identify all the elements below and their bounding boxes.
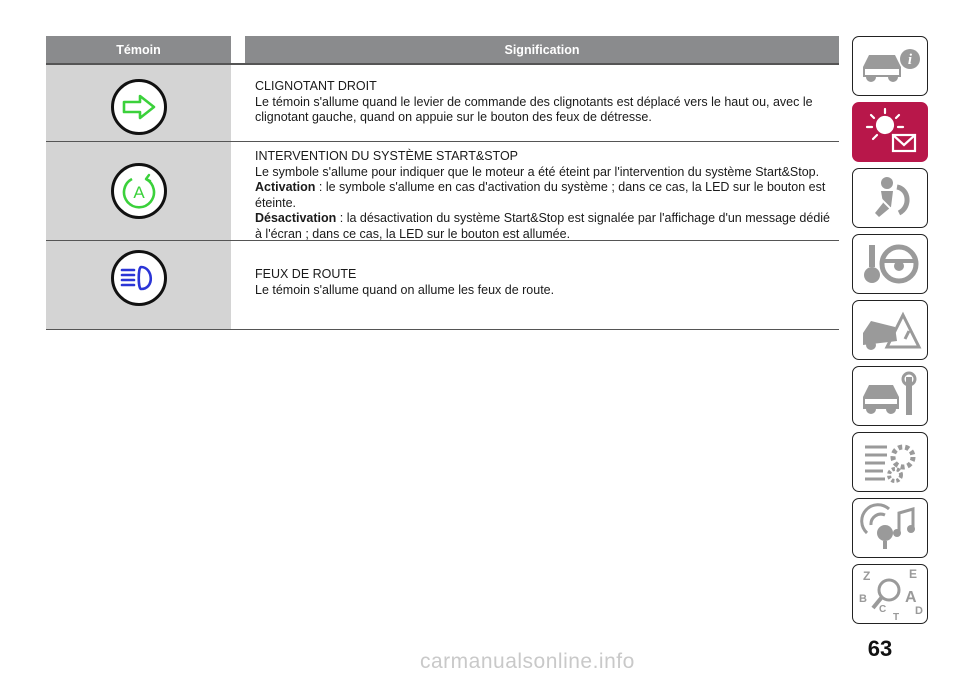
alphabetical-index-search-icon[interactable] [852, 564, 928, 624]
car-info-icon[interactable] [852, 36, 928, 96]
turn-signal-right-icon [111, 79, 167, 135]
index-letter: B [859, 593, 867, 605]
row-title: INTERVENTION DU SYSTÈME START&STOP [255, 149, 519, 163]
technical-data-gears-icon[interactable] [852, 432, 928, 492]
header-signification: Signification [504, 42, 580, 57]
row-title: FEUX DE ROUTE [255, 267, 357, 281]
table-row [46, 142, 839, 241]
car-accident-warning-icon[interactable] [852, 300, 928, 360]
warning-lights-message-icon[interactable] [852, 102, 928, 162]
multimedia-music-icon[interactable] [852, 498, 928, 558]
index-letter: T [893, 612, 900, 622]
row-text: Le témoin s'allume quand on allume les feux de route. [255, 282, 555, 297]
header-temoin: Témoin [116, 42, 161, 57]
watermark: carmanualsonline.info [420, 650, 635, 673]
icon-cell [46, 241, 231, 329]
steering-wheel-key-icon[interactable] [852, 234, 928, 294]
page-number: 63 [867, 636, 893, 661]
icon-cell [46, 65, 231, 141]
high-beam-icon [111, 250, 167, 306]
car-maintenance-wrench-icon[interactable] [852, 366, 928, 426]
start-stop-icon [111, 163, 167, 219]
header-gap [231, 36, 245, 63]
row-title: CLIGNOTANT DROIT [255, 79, 377, 93]
table-row [46, 241, 839, 330]
table-header [46, 36, 839, 63]
description-cell [231, 142, 839, 240]
activation-label: Activation [255, 180, 316, 194]
icon-cell [46, 142, 231, 240]
warning-lights-table [46, 36, 839, 330]
activation-text: : le symbole s'allume en cas d'activation du système ; dans ce cas, la LED sur le bouton est éteinte. [255, 180, 826, 210]
index-letter: D [915, 605, 923, 617]
deactivation-line [255, 211, 835, 242]
airbag-safety-icon[interactable] [852, 168, 928, 228]
index-letter: A [905, 589, 917, 606]
index-letter: Z [863, 569, 871, 583]
table-row [46, 65, 839, 142]
start-stop-letter: A [132, 183, 145, 202]
index-letter: E [909, 567, 918, 581]
deactivation-label: Désactivation [255, 211, 337, 225]
index-letter: C [879, 604, 887, 615]
description-cell [231, 241, 839, 329]
svg-text:i: i [907, 52, 913, 68]
deactivation-text: : la désactivation du système Start&Stop est signalée par l'affichage d'un message dédié à l'écran ; dans ce cas, la LED sur le bouton est allumée. [255, 211, 831, 241]
row-text: Le témoin s'allume quand le levier de commande des clignotants est déplacé vers le haut ou, avec le clignotant gauche, quand on appuie sur le bouton des feux de détresse. [255, 94, 813, 124]
description-cell [231, 65, 839, 141]
activation-line [255, 180, 835, 211]
row-text: Le symbole s'allume pour indiquer que le moteur a été éteint par l'intervention du système Start&Stop. [255, 164, 820, 179]
